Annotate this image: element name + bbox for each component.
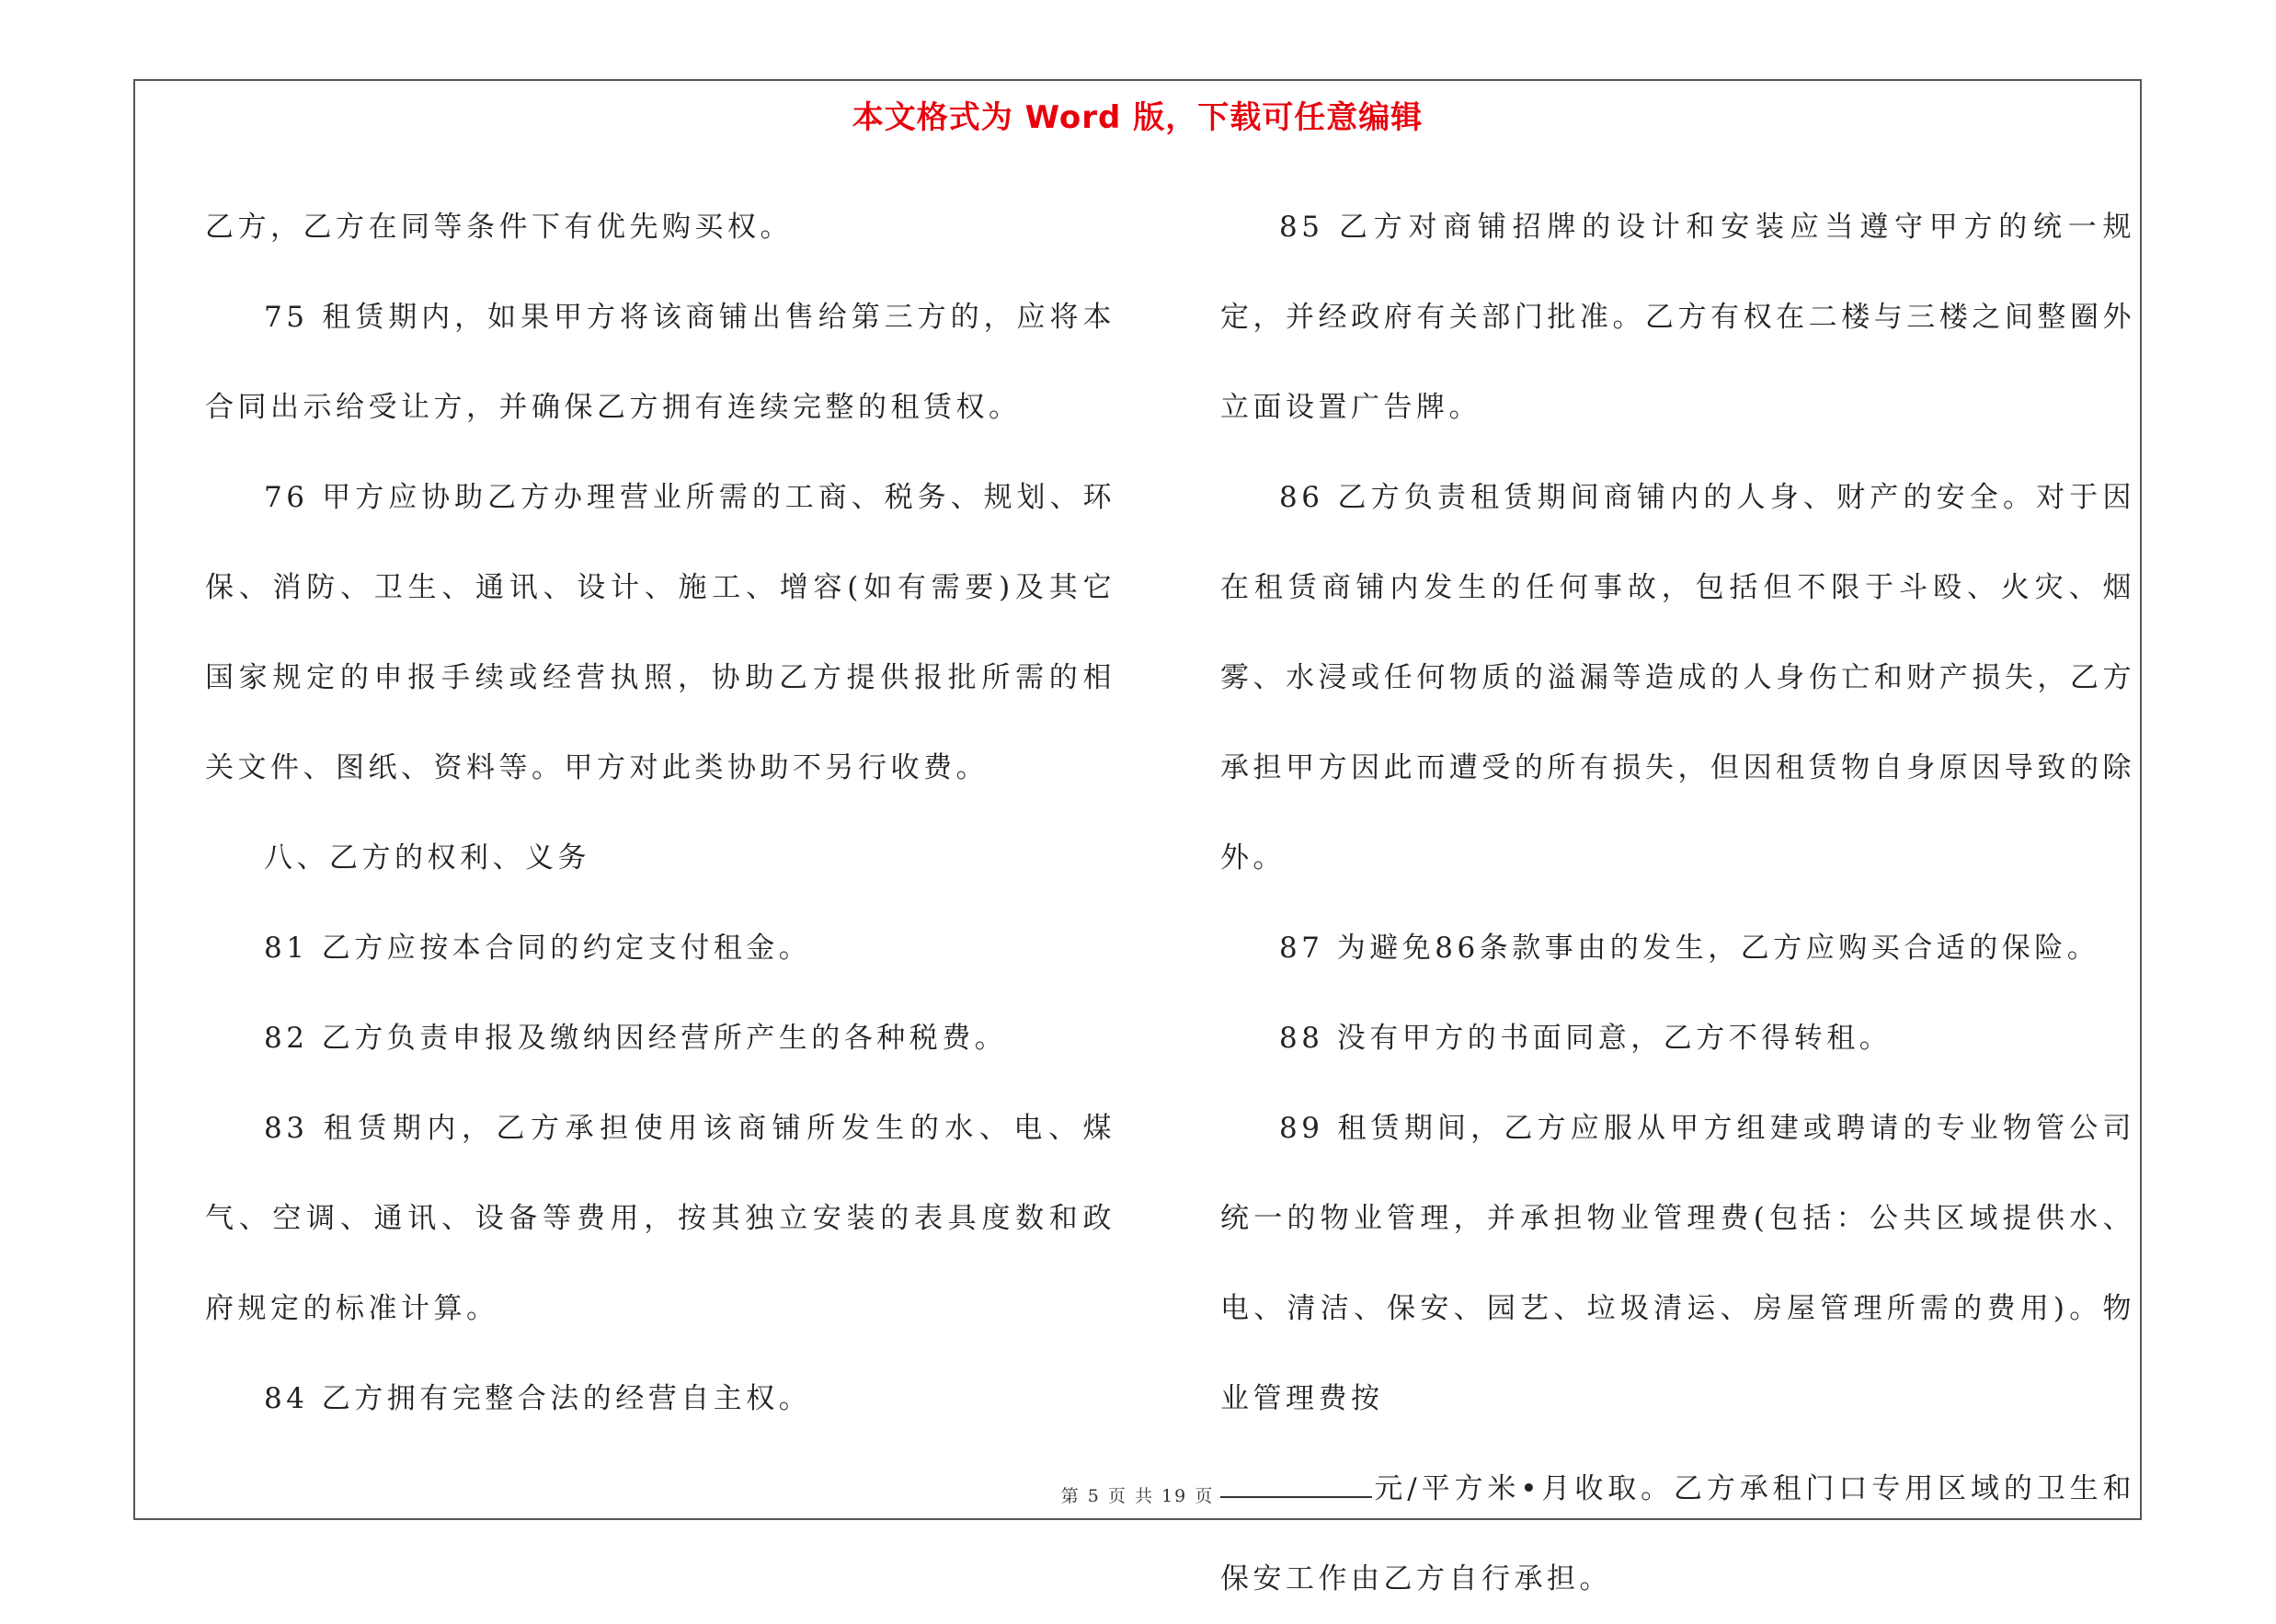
- paragraph-75: 75 租赁期内，如果甲方将该商铺出售给第三方的，应将本合同出示给受让方，并确保乙方拥有连续完整的租赁权。: [205, 301, 1115, 424]
- left-column: [205, 182, 1115, 1444]
- paragraph-87: 87 为避免86条款事由的发生，乙方应购买合适的保险。: [1279, 932, 2100, 965]
- paragraph-85: 85 乙方对商铺招牌的设计和安装应当遵守甲方的统一规定，并经政府有关部门批准。乙方有权在二楼与三楼之间整圈外立面设置广告牌。: [1220, 211, 2135, 424]
- word-format-banner: 本文格式为 Word 版，下载可任意编辑: [852, 99, 1424, 136]
- paragraph-76: 76 甲方应协助乙方办理营业所需的工商、税务、规划、环保、消防、卫生、通讯、设计、施工、增容(如有需要)及其它国家规定的申报手续或经营执照，协助乙方提供报批所需的相关文件、图纸、资料等。甲方对此类协助不另行收费。: [205, 481, 1115, 784]
- paragraph-84: 84 乙方拥有完整合法的经营自主权。: [264, 1382, 812, 1415]
- paragraph-74-continued: 乙方，乙方在同等条件下有优先购买权。: [205, 211, 793, 244]
- page-frame: [133, 79, 2142, 1595]
- paragraph-89-continued: [1220, 1444, 2135, 1624]
- paragraph-88: 88 没有甲方的书面同意，乙方不得转租。: [1279, 1022, 1893, 1055]
- paragraph-82: 82 乙方负责申报及缴纳因经营所产生的各种税费。: [264, 1022, 1008, 1055]
- paragraph-81: 81 乙方应按本合同的约定支付租金。: [264, 932, 812, 965]
- section-heading-8: 八、乙方的权利、义务: [264, 841, 590, 875]
- paragraph-89: 89 租赁期间，乙方应服从甲方组建或聘请的专业物管公司统一的物业管理，并承担物业管理费(包括：公共区域提供水、电、清洁、保安、园艺、垃圾清运、房屋管理所需的费用)。物业管理费按: [1220, 1112, 2135, 1415]
- page-number-footer: 第 5 页 共 19 页: [1060, 1486, 1215, 1506]
- paragraph-86: 86 乙方负责租赁期间商铺内的人身、财产的安全。对于因在租赁商铺内发生的任何事故，包括但不限于斗殴、火灾、烟雾、水浸或任何物质的溢漏等造成的人身伤亡和财产损失，乙方承担甲方因此而遭受的所有损失，但因租赁物自身原因导致的除外。: [1220, 481, 2135, 875]
- fee-unit-text: 元/平方米•月收取。乙方承租门口专用区域的卫生和保安工作由乙方自行承担。: [1220, 1472, 2135, 1595]
- paragraph-83: 83 租赁期内，乙方承担使用该商铺所发生的水、电、煤气、空调、通讯、设备等费用，按其独立安装的表具度数和政府规定的标准计算。: [205, 1112, 1115, 1325]
- right-column: [1220, 182, 2135, 1624]
